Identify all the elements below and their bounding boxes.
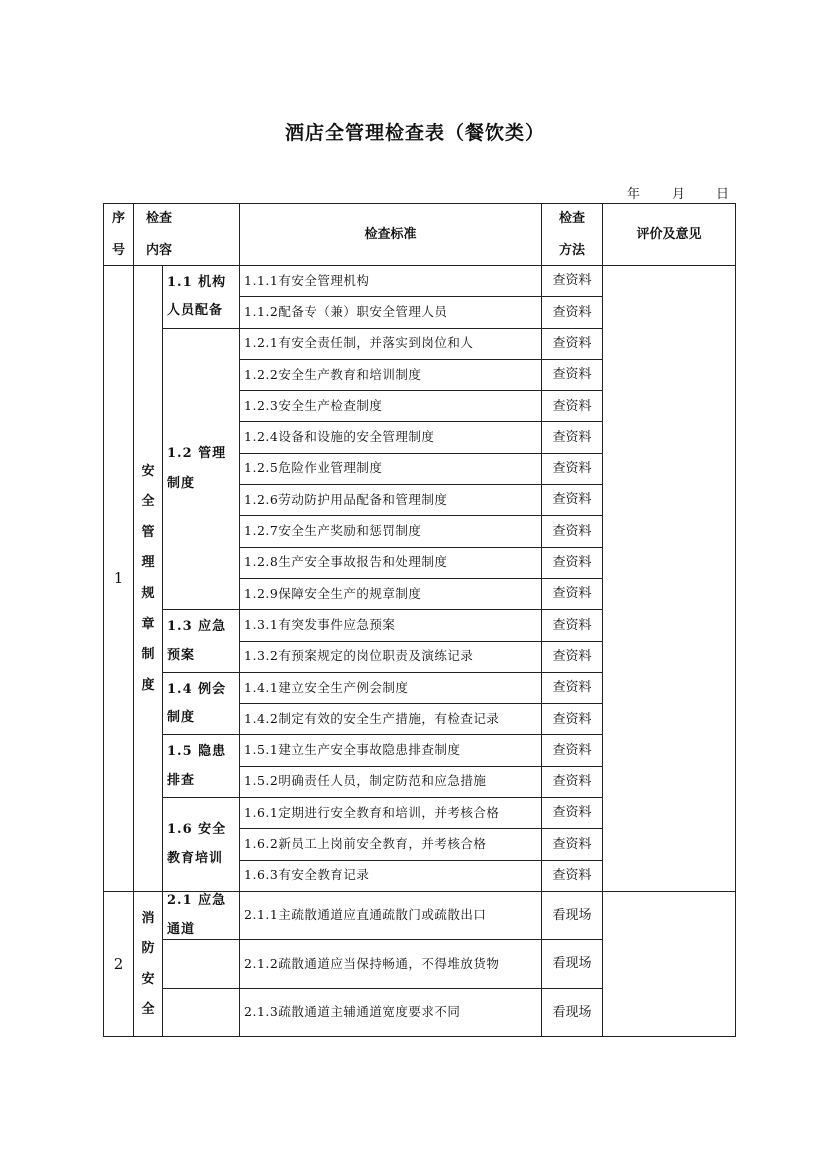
standard-cell: 1.2.1有安全责任制，并落实到岗位和人 (240, 328, 542, 359)
method-cell: 查资料 (542, 422, 603, 453)
header-standard: 检查标准 (240, 204, 542, 266)
category-char: 规 (141, 585, 155, 601)
standard-cell: 1.3.1有突发事件应急预案 (240, 610, 542, 641)
header-method-line1: 检查 (559, 210, 586, 226)
method-cell: 查资料 (542, 704, 603, 735)
header-evaluation: 评价及意见 (603, 204, 736, 266)
standard-cell: 1.1.1有安全管理机构 (240, 266, 542, 297)
category-char: 安 (141, 971, 155, 987)
standard-cell: 1.2.4设备和设施的安全管理制度 (240, 422, 542, 453)
standard-cell: 1.2.9保障安全生产的规章制度 (240, 578, 542, 609)
standard-cell: 1.2.5危险作业管理制度 (240, 453, 542, 484)
category-char: 防 (141, 941, 155, 957)
group-title (163, 735, 240, 798)
category-char: 消 (141, 910, 155, 926)
category-vertical-text (138, 910, 158, 1019)
group-title-text (167, 445, 235, 492)
standard-cell: 1.6.3有安全教育记录 (240, 860, 542, 891)
group-title-line1: 2.1 应急 (167, 892, 227, 908)
group-title-text (167, 821, 235, 868)
group-title-line1: 1.6 安全 (167, 821, 227, 837)
category-char: 全 (141, 1002, 155, 1018)
category-vertical-text (138, 463, 158, 694)
standard-cell: 2.1.1主疏散通道应直通疏散门或疏散出口 (240, 891, 542, 940)
group-title-line1: 1.4 例会 (167, 681, 227, 697)
group-title-line2: 教育培训 (167, 851, 224, 867)
method-cell: 查资料 (542, 766, 603, 797)
section-category (134, 266, 163, 892)
group-title-text (167, 681, 235, 727)
group-title-line1: 1.5 隐患 (167, 744, 227, 760)
table-header-row (104, 204, 736, 266)
method-cell: 查资料 (542, 672, 603, 703)
section-category (134, 891, 163, 1037)
header-seq (104, 204, 134, 266)
group-title-text (167, 618, 235, 664)
standard-cell: 1.6.2新员工上岗前安全教育，并考核合格 (240, 829, 542, 860)
method-cell: 查资料 (542, 829, 603, 860)
section-number: 1 (104, 266, 134, 892)
date-year-label: 年 (627, 187, 641, 202)
group-title (163, 328, 240, 610)
standard-cell: 1.5.2明确责任人员，制定防范和应急措施 (240, 766, 542, 797)
method-cell: 查资料 (542, 578, 603, 609)
method-cell: 查资料 (542, 485, 603, 516)
header-content (134, 204, 240, 266)
category-char: 安 (141, 463, 155, 479)
group-title-line1: 1.3 应急 (167, 619, 227, 635)
group-title-empty (163, 988, 240, 1037)
group-title (163, 891, 240, 940)
group-title-line1: 1.2 管理 (167, 446, 227, 462)
standard-cell: 1.2.7安全生产奖励和惩罚制度 (240, 516, 542, 547)
header-method (542, 204, 603, 266)
table-row (104, 891, 736, 940)
method-cell: 查资料 (542, 547, 603, 578)
group-title-text (167, 743, 235, 789)
date-day-label: 日 (716, 187, 730, 202)
section-number: 2 (104, 891, 134, 1037)
group-title-text (167, 274, 235, 320)
group-title-line2: 人员配备 (167, 303, 224, 319)
category-char: 全 (141, 494, 155, 510)
category-char: 章 (141, 616, 155, 632)
group-title-line2: 通道 (167, 922, 196, 938)
group-title-line1: 1.1 机构 (167, 274, 227, 290)
standard-cell: 2.1.3疏散通道主辅通道宽度要求不同 (240, 988, 542, 1037)
evaluation-cell[interactable] (603, 266, 736, 892)
method-cell: 看现场 (542, 988, 603, 1037)
category-char: 度 (141, 677, 155, 693)
group-title-line2: 制度 (167, 475, 196, 491)
evaluation-cell[interactable] (603, 891, 736, 1037)
date-month-label: 月 (672, 187, 686, 202)
method-cell: 查资料 (542, 359, 603, 390)
method-cell: 看现场 (542, 891, 603, 940)
header-content-line2: 内容 (146, 242, 173, 258)
category-char: 制 (141, 647, 155, 663)
standard-cell: 1.1.2配备专（兼）职安全管理人员 (240, 297, 542, 328)
table-row (104, 266, 736, 297)
group-title (163, 672, 240, 735)
category-char: 理 (141, 555, 155, 571)
standard-cell: 1.2.6劳动防护用品配备和管理制度 (240, 485, 542, 516)
group-title (163, 610, 240, 673)
standard-cell: 1.3.2有预案规定的岗位职责及演练记录 (240, 641, 542, 672)
standard-cell: 1.2.8生产安全事故报告和处理制度 (240, 547, 542, 578)
inspection-table (103, 203, 736, 1037)
method-cell: 查资料 (542, 266, 603, 297)
header-content-line1: 检查 (146, 210, 173, 226)
method-cell: 看现场 (542, 940, 603, 989)
category-char: 管 (141, 524, 155, 540)
standard-cell: 1.2.2安全生产教育和培训制度 (240, 359, 542, 390)
method-cell: 查资料 (542, 860, 603, 891)
method-cell: 查资料 (542, 610, 603, 641)
page-title: 酒店全管理检查表（餐饮类） (284, 122, 545, 144)
standard-cell: 1.4.2制定有效的安全生产措施，有检查记录 (240, 704, 542, 735)
header-seq-line2: 号 (111, 242, 125, 258)
group-title (163, 266, 240, 329)
method-cell: 查资料 (542, 641, 603, 672)
method-cell: 查资料 (542, 328, 603, 359)
method-cell: 查资料 (542, 453, 603, 484)
group-title-line2: 预案 (167, 647, 196, 663)
standard-cell: 1.5.1建立生产安全事故隐患排查制度 (240, 735, 542, 766)
method-cell: 查资料 (542, 735, 603, 766)
method-cell: 查资料 (542, 297, 603, 328)
group-title-empty (163, 940, 240, 989)
group-title (163, 798, 240, 892)
header-seq-line1: 序 (111, 210, 125, 226)
header-method-line2: 方法 (559, 242, 586, 258)
method-cell: 查资料 (542, 516, 603, 547)
group-title-text (167, 892, 235, 939)
standard-cell: 2.1.2疏散通道应当保持畅通，不得堆放货物 (240, 940, 542, 989)
standard-cell: 1.2.3安全生产检查制度 (240, 391, 542, 422)
standard-cell: 1.6.1定期进行安全教育和培训，并考核合格 (240, 798, 542, 829)
group-title-line2: 排查 (167, 772, 196, 788)
method-cell: 查资料 (542, 391, 603, 422)
method-cell: 查资料 (542, 798, 603, 829)
standard-cell: 1.4.1建立安全生产例会制度 (240, 672, 542, 703)
group-title-line2: 制度 (167, 710, 196, 726)
